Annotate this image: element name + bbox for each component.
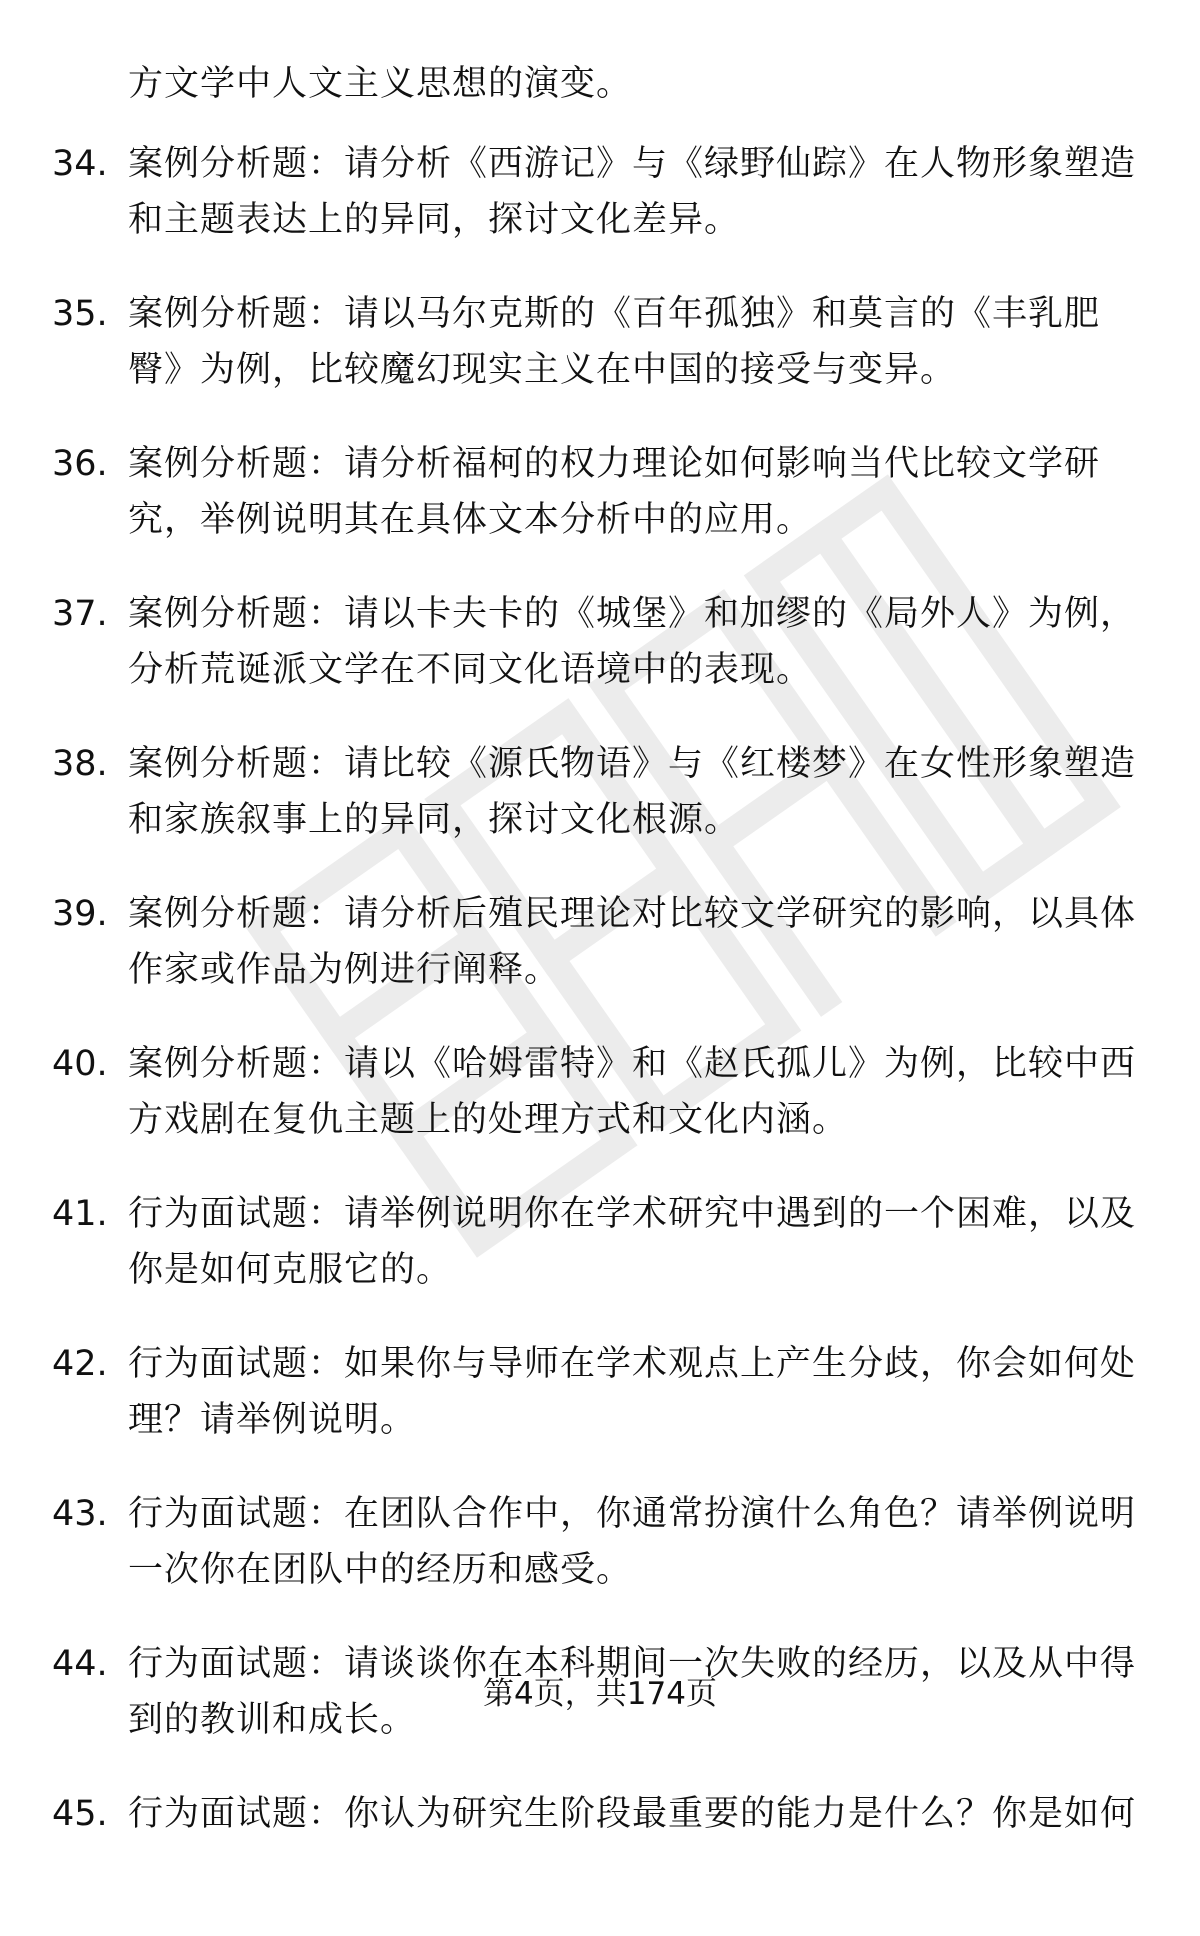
question-number: 41. xyxy=(52,1194,108,1234)
question-item xyxy=(0,886,1200,1036)
question-number: 44. xyxy=(52,1644,108,1684)
question-text: 行为面试题：你认为研究生阶段最重要的能力是什么？你是如何 xyxy=(128,1794,1137,1834)
question-number: 42. xyxy=(52,1344,108,1384)
question-item xyxy=(0,1486,1200,1636)
question-item xyxy=(0,136,1200,286)
question-text: 案例分析题：请以卡夫卡的《城堡》和加缪的《局外人》为例，分析荒诞派文学在不同文化语境中的表现。 xyxy=(128,594,1137,690)
question-number: 37. xyxy=(52,594,108,634)
question-text: 案例分析题：请分析福柯的权力理论如何影响当代比较文学研究，举例说明其在具体文本分析中的应用。 xyxy=(128,444,1101,540)
question-item xyxy=(0,1336,1200,1486)
question-item xyxy=(0,586,1200,736)
question-number: 43. xyxy=(52,1494,108,1534)
question-text: 案例分析题：请分析后殖民理论对比较文学研究的影响，以具体作家或作品为例进行阐释。 xyxy=(128,894,1137,990)
question-list xyxy=(0,136,1200,1936)
question-item xyxy=(0,1036,1200,1186)
question-number: 45. xyxy=(52,1794,108,1834)
question-text: 行为面试题：如果你与导师在学术观点上产生分歧，你会如何处理？请举例说明。 xyxy=(128,1344,1137,1440)
question-text: 案例分析题：请分析《西游记》与《绿野仙踪》在人物形象塑造和主题表达上的异同，探讨文化差异。 xyxy=(128,144,1137,240)
question-text: 案例分析题：请比较《源氏物语》与《红楼梦》在女性形象塑造和家族叙事上的异同，探讨文化根源。 xyxy=(128,744,1137,840)
question-item xyxy=(0,286,1200,436)
question-text: 行为面试题：请举例说明你在学术研究中遇到的一个困难，以及你是如何克服它的。 xyxy=(128,1194,1137,1290)
question-item xyxy=(0,736,1200,886)
question-number: 40. xyxy=(52,1044,108,1084)
question-number: 34. xyxy=(52,144,108,184)
question-text: 行为面试题：请谈谈你在本科期间一次失败的经历，以及从中得到的教训和成长。 xyxy=(128,1644,1137,1740)
question-text: 行为面试题：在团队合作中，你通常扮演什么角色？请举例说明一次你在团队中的经历和感受。 xyxy=(128,1494,1137,1590)
question-item xyxy=(0,436,1200,586)
question-item xyxy=(0,1186,1200,1336)
continued-question-text: 方文学中人文主义思想的演变。 xyxy=(128,64,633,104)
question-text: 案例分析题：请以《哈姆雷特》和《赵氏孤儿》为例，比较中西方戏剧在复仇主题上的处理方式和文化内涵。 xyxy=(128,1044,1137,1140)
question-text: 案例分析题：请以马尔克斯的《百年孤独》和莫言的《丰乳肥臀》为例，比较魔幻现实主义在中国的接受与变异。 xyxy=(128,294,1101,390)
question-number: 39. xyxy=(52,894,108,934)
question-item xyxy=(0,1786,1200,1936)
question-number: 38. xyxy=(52,744,108,784)
question-number: 35. xyxy=(52,294,108,334)
question-number: 36. xyxy=(52,444,108,484)
page-number-footer: 第4页，共174页 xyxy=(483,1676,717,1712)
